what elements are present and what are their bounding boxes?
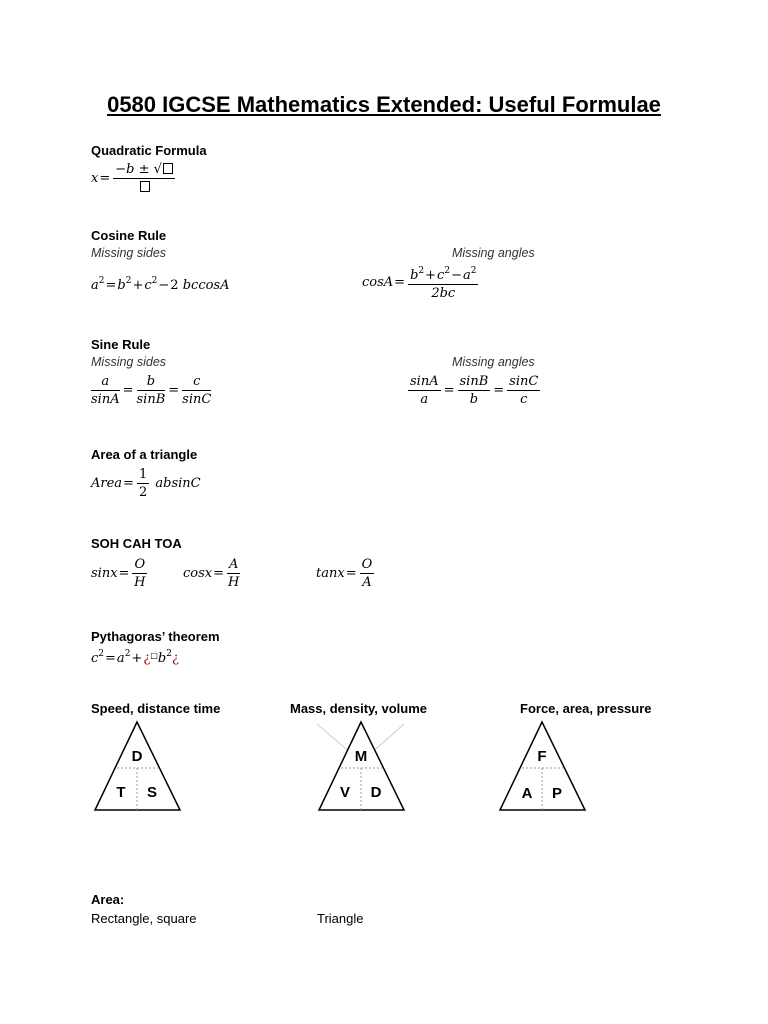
cosine-angles-denominator: 2bc xyxy=(431,286,456,301)
tan-fraction xyxy=(360,557,375,590)
area-rectangle-label: Rectangle, square xyxy=(91,911,197,926)
cosine-sides-label: Missing sides xyxy=(91,246,167,260)
quadratic-numerator: −b ± √ xyxy=(115,162,162,177)
term-denominator: sinA xyxy=(91,392,120,407)
tan-formula: tanx= $\frac{O}{A}$ xyxy=(316,557,373,590)
sine-sides-label: Missing sides xyxy=(91,355,167,369)
pythagoras-heading: Pythagoras’ theorem xyxy=(91,629,220,644)
tan-numerator: O xyxy=(361,557,373,572)
triangle-heading-force: Force, area, pressure xyxy=(520,701,652,716)
area-heading: Area: xyxy=(91,892,125,907)
sin-numerator: O xyxy=(134,557,146,572)
term-denominator: sinB xyxy=(136,392,166,407)
term-numerator: sinC xyxy=(509,374,539,389)
sine-angle-term xyxy=(507,374,540,407)
cos-formula: cosx= $\frac{A}{H}$ xyxy=(183,557,240,590)
sin-formula: sinx= $\frac{O}{H}$ xyxy=(91,557,146,590)
cosine-angles-lhs: cosA xyxy=(362,275,394,290)
placeholder-box-icon xyxy=(163,163,173,174)
term-numerator: b xyxy=(137,374,166,391)
cos-denominator: H xyxy=(228,575,240,590)
quadratic-formula: x= −b ± √ xyxy=(91,162,177,195)
sin-lhs: sinx xyxy=(91,566,118,581)
sine-angles-formula: $\frac{\sin A}{a}$ = $\frac{\sin B}{b}$ = $\frac{\sin C}{c}$ xyxy=(410,374,539,407)
area-lhs: Area xyxy=(91,476,123,491)
sohcahtoa-heading: SOH CAH TOA xyxy=(91,536,182,551)
force-area-pressure-triangle xyxy=(495,718,595,816)
mass-density-volume-triangle xyxy=(312,718,412,816)
faint-guide-line xyxy=(317,724,352,754)
triangle-right-letter: S xyxy=(146,784,158,801)
triangle-right-letter: P xyxy=(551,785,563,802)
area-rest: absinC xyxy=(155,476,201,491)
area-triangle-formula: Area= $\frac{1}{2}$ absinC xyxy=(91,467,201,500)
sine-angle-term xyxy=(408,374,441,407)
triangle-right-letter: D xyxy=(370,784,382,801)
page-title: 0580 IGCSE Mathematics Extended: Useful Formulae xyxy=(107,92,661,117)
half-denominator: 2 xyxy=(138,485,148,500)
triangle-left-letter: T xyxy=(116,784,126,801)
sine-side-term xyxy=(182,374,211,407)
half-numerator: 1 xyxy=(138,467,148,482)
tan-denominator: A xyxy=(362,575,372,590)
triangle-left-letter: A xyxy=(521,785,533,802)
pythagoras-formula: $c^2=a^2+¿^□b^2¿$ xyxy=(91,649,179,666)
speed-distance-time-triangle xyxy=(90,718,190,816)
term-numerator: sinB xyxy=(459,374,489,389)
cosine-sides-formula: $a^2=b^2+c^2-2$ bccosA xyxy=(91,276,230,293)
triangle-left-letter: V xyxy=(339,784,351,801)
term-denominator: sinC xyxy=(182,392,212,407)
cosine-angles-formula: cosA= $\frac{b^2+c^2-a^2}{2bc}$ xyxy=(362,266,477,301)
term-numerator: a xyxy=(91,374,120,391)
half-fraction xyxy=(137,467,149,500)
cosine-heading: Cosine Rule xyxy=(91,228,167,243)
cosine-angles-fraction: $\frac{b^2+c^2-a^2}{2bc}$ xyxy=(410,266,477,301)
tan-lhs: tanx xyxy=(316,566,345,581)
sine-sides-formula: $\frac{a}{\sin A}$ = $\frac{b}{\sin B}$ = $\frac{c}{\sin C}$ xyxy=(91,374,212,407)
quadratic-heading: Quadratic Formula xyxy=(91,143,207,158)
quadratic-lhs: x xyxy=(91,171,99,186)
cosine-angles-label: Missing angles xyxy=(452,246,535,260)
area-triangle-heading: Area of a triangle xyxy=(91,447,198,462)
term-numerator: c xyxy=(182,374,211,391)
triangle-top-letter: M xyxy=(354,748,368,765)
sine-heading: Sine Rule xyxy=(91,337,151,352)
placeholder-box-icon xyxy=(140,181,150,192)
cos-numerator: A xyxy=(229,557,239,572)
quadratic-fraction xyxy=(113,162,175,195)
term-numerator: sinA xyxy=(410,374,439,389)
sine-side-term xyxy=(91,374,120,407)
term-denominator: b xyxy=(469,392,479,407)
cos-fraction xyxy=(227,557,240,590)
sin-denominator: H xyxy=(134,575,146,590)
sine-angles-label: Missing angles xyxy=(452,355,535,369)
triangle-heading-speed: Speed, distance time xyxy=(91,701,221,716)
sine-angle-term xyxy=(458,374,491,407)
term-denominator: c xyxy=(520,392,528,407)
sine-side-term xyxy=(137,374,166,407)
triangle-top-letter: D xyxy=(131,748,143,765)
area-triangle-label: Triangle xyxy=(317,911,364,926)
term-denominator: a xyxy=(420,392,429,407)
sin-fraction xyxy=(132,557,147,590)
triangle-top-letter: F xyxy=(537,748,547,765)
cos-lhs: cosx xyxy=(183,566,213,581)
triangle-heading-mass: Mass, density, volume xyxy=(290,701,428,716)
